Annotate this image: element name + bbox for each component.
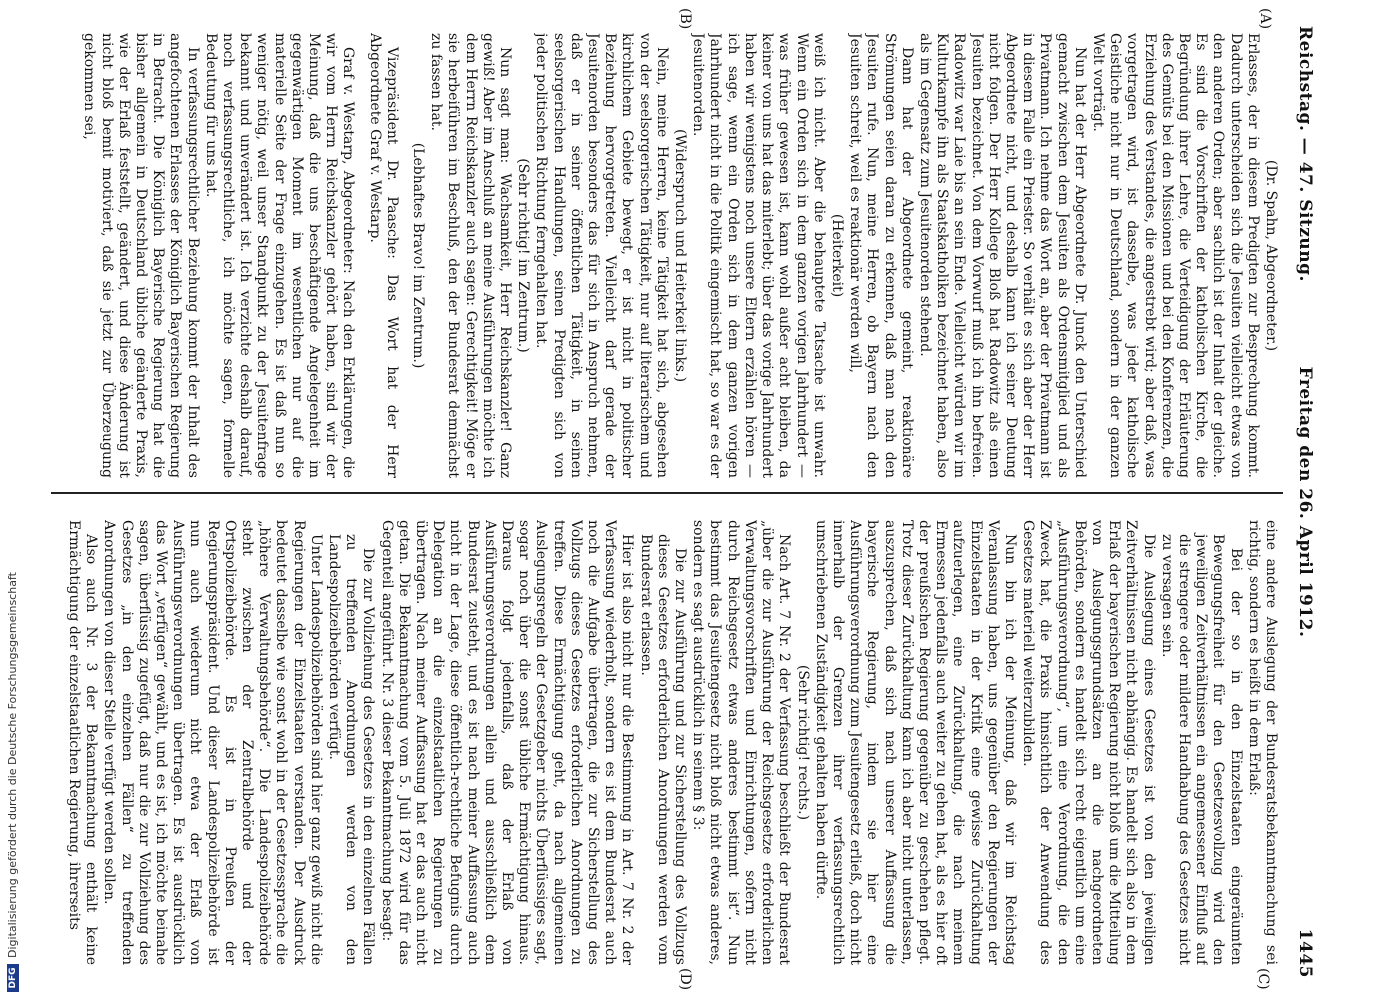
paragraph: eine andere Auslegung der Bundesratsbekanntmachung sei richtig, sondern es heißt in dem Erlaß: [1245,520,1279,965]
header-date: Freitag den 26. April 1912. [1295,366,1315,638]
speech-start: Graf v. Westarp, Abgeordneter: Nach den Erklärungen, die wir vom Herrn Reichskanzler gehört haben, sind wir der Meinung, daß die uns beschäftigende Angelegenheit im gegenwärtigen Moment im wesentlichen nur auf die materielle Seite der Frage einzugehen. Es ist daß nun so weniger nötig, weil unser Standpunkt zu der Jesuitenfrage bekannt und unverändert ist. Ich verzichte deshalb darauf, noch verfassungsrechtliche, ich möchte sagen, formelle Bedeutung für uns hat. [202,33,357,478]
paragraph: Unter Landespolizeibehörden sind hier ganz gewiß nicht die Regierungen der Einzelstaaten verstanden. Der Ausdruck bedeutet dasselbe wie sonst wohl in der Gesetzessprache die „höhere Verwaltungsbehörde“. Die Landespolizeibehörde steht zwischen der Zentralbehörde und der Ortspolizeibehörde. Es ist in Preußen der Regierungspräsident. Und dieser Landespolizeibehörde ist nun auch wiederum nicht etwa der Erlaß von Ausführungsverordnungen übertragen. Es ist ausdrücklich das Wort „verfügen“ gewählt, und es ist, ich möchte beinahe sagen, überflüssig zugefügt, daß nur die zur Vollziehung des Gesetzes „in den einzelnen Fällen“ zu treffenden Anordnungen von dieser Stelle verfügt werden sollen. [101,520,324,965]
speaker-continued: (Dr. Spahn, Abgeordneter.) [1263,159,1279,352]
digitization-credit [0,0,26,1000]
quotation: Die zur Vollziehung des Gesetzes in den einzelnen Fällen zu treffenden Anordnungen werden von den Landespolizeibehörden verfügt. [326,534,377,965]
quotation: Die zur Ausführung und zur Sicherstellung des Vollzugs dieses Gesetzes erforderlichen Anordnungen werden vom Bundesrat erlassen. [637,534,689,965]
reaction: (Sehr richtig! rechts.) [794,664,811,821]
page-number: 1445 [1295,928,1315,978]
paragraph: Dann hat der Abgeordnete gemeint, reaktionäre Strömungen seien daran zu erkennen, daß man nach den Jesuiten rufe. Nun, meine Herren, ob Bayern nach den Jesuiten schreit, weil es reaktionär werden will, [847,33,915,478]
paragraph: Nun hat der Herr Abgeordnete Dr. Junck den Unterschied gemacht zwischen dem Jesuiten als Ordensmitglied und als Privatmann. Ich nehme das Wort an, aber der Privatmann ist in diesem Falle ein Priester. So verhält es sich aber der Herr Abgeordnete nicht, und deshalb kann ich seiner Deutung nicht folgen. Der Herr Kollege Bloß hat Radowitz als einen Jesuiten bezeichnet. Von dem Vorwurf muß ich ihn befreien. Radowitz war Laie bis an sein Ende. Vielleicht würden wir im Kulturkampfe ihn als Staatskatholiken bezeichnet haben, also als im Gegensatz zum Jesuitenorden stehend. [916,33,1088,478]
column-divider [51,492,1283,494]
paragraph: Erlasses, der in diesem Predigten zur Besprechung kommt. Dadurch unterscheiden sich die Jesuiten vielleicht etwas von den anderen Orden; aber sachlich ist der Inhalt der gleiche. Es sind die Vorschriften der katholischen Kirche, die Begründung ihrer Lehre, die Verteidigung der Erläuterung des Gemüts bei den Missionen und bei den Konferenzen, die Erziehung des Verstandes, die angestrebt wird; aber daß, was vorgetragen wird, ist dasselbe, was jeder katholische Geistliche nicht nur in Deutschland, sondern in der ganzen Welt vorträgt. [1089,33,1261,478]
paragraph: Also auch Nr. 3 der Bekanntmachung enthält keine Ermächtigung der einzelstaatlichen Regierung, ihrerseits [65,520,100,965]
margin-mark-c: (C) [1255,968,1271,990]
paragraph: Hier ist also nicht nur die Bestimmung in Art. 7 Nr. 2 der Verfassung wiederholt, sondern es ist dem Bundesrat auch noch die Aufgabe übertragen, die zur Sicherstellung des Vollzugs dieses Gesetzes erforderlichen Anordnungen zu treffen. Diese Ermächtigung geht, da nach allgemeinen Auslegungsregeln der Gesetzgeber nichts Überflüssiges sagt, sogar noch über die sonst übliche Ermächtigung hinaus. Daraus folgt jedenfalls, daß der Erlaß von Ausführungsverordnungen allein und ausschließlich dem Bundesrat zusteht, und es ist nach meiner Auffassung auch nicht in der Lage, diese öffentlich-rechtliche Befugnis durch Delegation an die einzelstaatlichen Regierungen zu übertragen. Nach meiner Auffassung hat er das auch nicht getan. Die Bekanntmachung vom 5. Juli 1872 wird für das Gegenteil angeführt. Nr. 3 dieser Bekanntmachung besagt: [378,520,636,965]
paragraph: weiß ich nicht. Aber die behauptete Tatsache ist unwahr. Wenn ein Orden sich in dem ganzen vorigen Jahrhundert — was früher gewesen ist, kann wohl außer acht bleiben, da keiner von uns hat das miterlebt; über das vorige Jahrhundert haben wir wenigstens noch unsere Eltern erzählen hören — ich sage, wenn ein Orden sich in dem ganzen vorigen Jahrhundert nicht in die Politik eingemischt hat, so war es der Jesuitenorden. [690,33,827,478]
dfg-logo: DFG [7,964,19,992]
right-column [59,520,1279,965]
paragraph: Nun bin ich der Meinung, daß wir im Reichstag Veranlassung haben, uns gegenüber den Regierungen der Einzelstaaten in der Kritik eine gewisse Zurückhaltung aufzuerlegen, eine Zurückhaltung, die nach meinem Ermessen jedenfalls auch weiter zu gehen hat, als es hier oft der preußischen Regierung gegenüber zu geschehen pflegt. Trotz dieser Zurückhaltung kann ich aber nicht unterlassen, auszusprechen, daß sich nach unserer Auffassung die bayerische Regierung, indem sie hier eine Ausführungsverordnung zum Jesuitengesetz erließ, doch nicht innerhalb der Grenzen ihrer verfassungsrechtlich umschriebenen Zuständigkeit gehalten haben dürfte. [812,520,1018,965]
paragraph: Nach Art. 7 Nr. 2 der Verfassung beschließt der Bundesrat „über die zur Ausführung der Reichsgesetze erforderlichen Verwaltungsvorschriften und Einrichtungen, sofern nicht durch Reichsgesetz etwas anderes bestimmt ist“. Nun bestimmt das Jesuitengesetz nicht bloß nicht etwas anderes, sondern es sagt ausdrücklich in seinem § 3: [690,520,793,965]
reaction: (Heiterkeit) [828,213,845,298]
paragraph: Die Auslegung eines Gesetzes ist von den jeweiligen Zeitverhältnissen nicht abhängig. Es handelt sich also in dem Erlaß der bayerischen Regierung nicht bloß um die Mitteilung von Auslegungsgrundsätzen an die nachgeordneten Behörden, sondern es handelt sich recht eigentlich um eine „Ausführungsverordnung“, um eine Verordnung, die den Zweck hat, die Praxis hinsichtlich der Anwendung des Gesetzes materiell weiterzubilden. [1020,520,1157,965]
quotation: Bei der so in den Einzelstaaten eingeräumten Bewegungsfreiheit für den Gesetzesvollzug wird den jeweiligen Zeitverhältnissen ein angemessener Einfluß auf die strengere oder mildere Handhabung des Gesetzes nicht zu versagen sein. [1158,534,1244,965]
paragraph: Nein, meine Herren, keine Tätigkeit hat sich, abgesehen von der seelsorgerischen Tätigkeit, nur auf literarischem und kirchlichem Gebiete bewegt, er ist nicht in politischer Beziehung hervorgetreten. Vielleicht darf gerade der Jesuitenorden besonders das für sich in Anspruch nehmen, daß er in seiner öffentlichen Tätigkeit, in seinen seelsorgerischen Handlungen, seinen Predigten sich von jeder politischen Richtung ferngehalten hat. [533,33,670,478]
credit-text: Digitalisierung gefördert durch die Deutsche Forschungsgemeinschaft [6,572,19,958]
presiding-announcement: Vizepräsident Dr. Paasche: Das Wort hat der Herr Abgeordnete Graf v. Westarp. [366,33,400,478]
reaction: (Lebhaftes Bravo! im Zentrum.) [410,142,427,369]
margin-mark-d: (D) [677,968,693,991]
reaction: (Sehr richtig! im Zentrum.) [515,158,532,353]
page-header [1283,26,1323,978]
margin-mark-b: (B) [677,8,693,30]
paragraph: In verfassungsrechtlicher Beziehung kommt der Inhalt des angefochtenen Erlasses der Königlich Bayerischen Regierung in Betracht. Die Königlich Bayerische Regierung hat die bisher allgemein in Deutschland übliche geänderte Praxis, wie der Erlaß feststellt, geändert, und diese Änderung ist nicht bloß bemit motiviert, daß sie jetzt zur Überzeugung gekommen sei, [81,33,201,478]
left-column [59,33,1279,478]
header-session: Reichstag. — 47. Sitzung. [1295,26,1315,282]
margin-mark-a: (A) [1257,8,1273,30]
paragraph: Nun sagt man: Wachsamkeit, Herr Reichskanzler! Ganz gewiß! Aber im Anschluß an meine Ausführungen möchte ich dem Herrn Reichskanzler auch sagen: Gerechtigkeit! Möge er sie herbeiführen im Beschluß, den der Bundesrat demnächst zu fassen hat. [428,33,514,478]
reaction: (Widerspruch und Heiterkeit links.) [672,128,689,383]
